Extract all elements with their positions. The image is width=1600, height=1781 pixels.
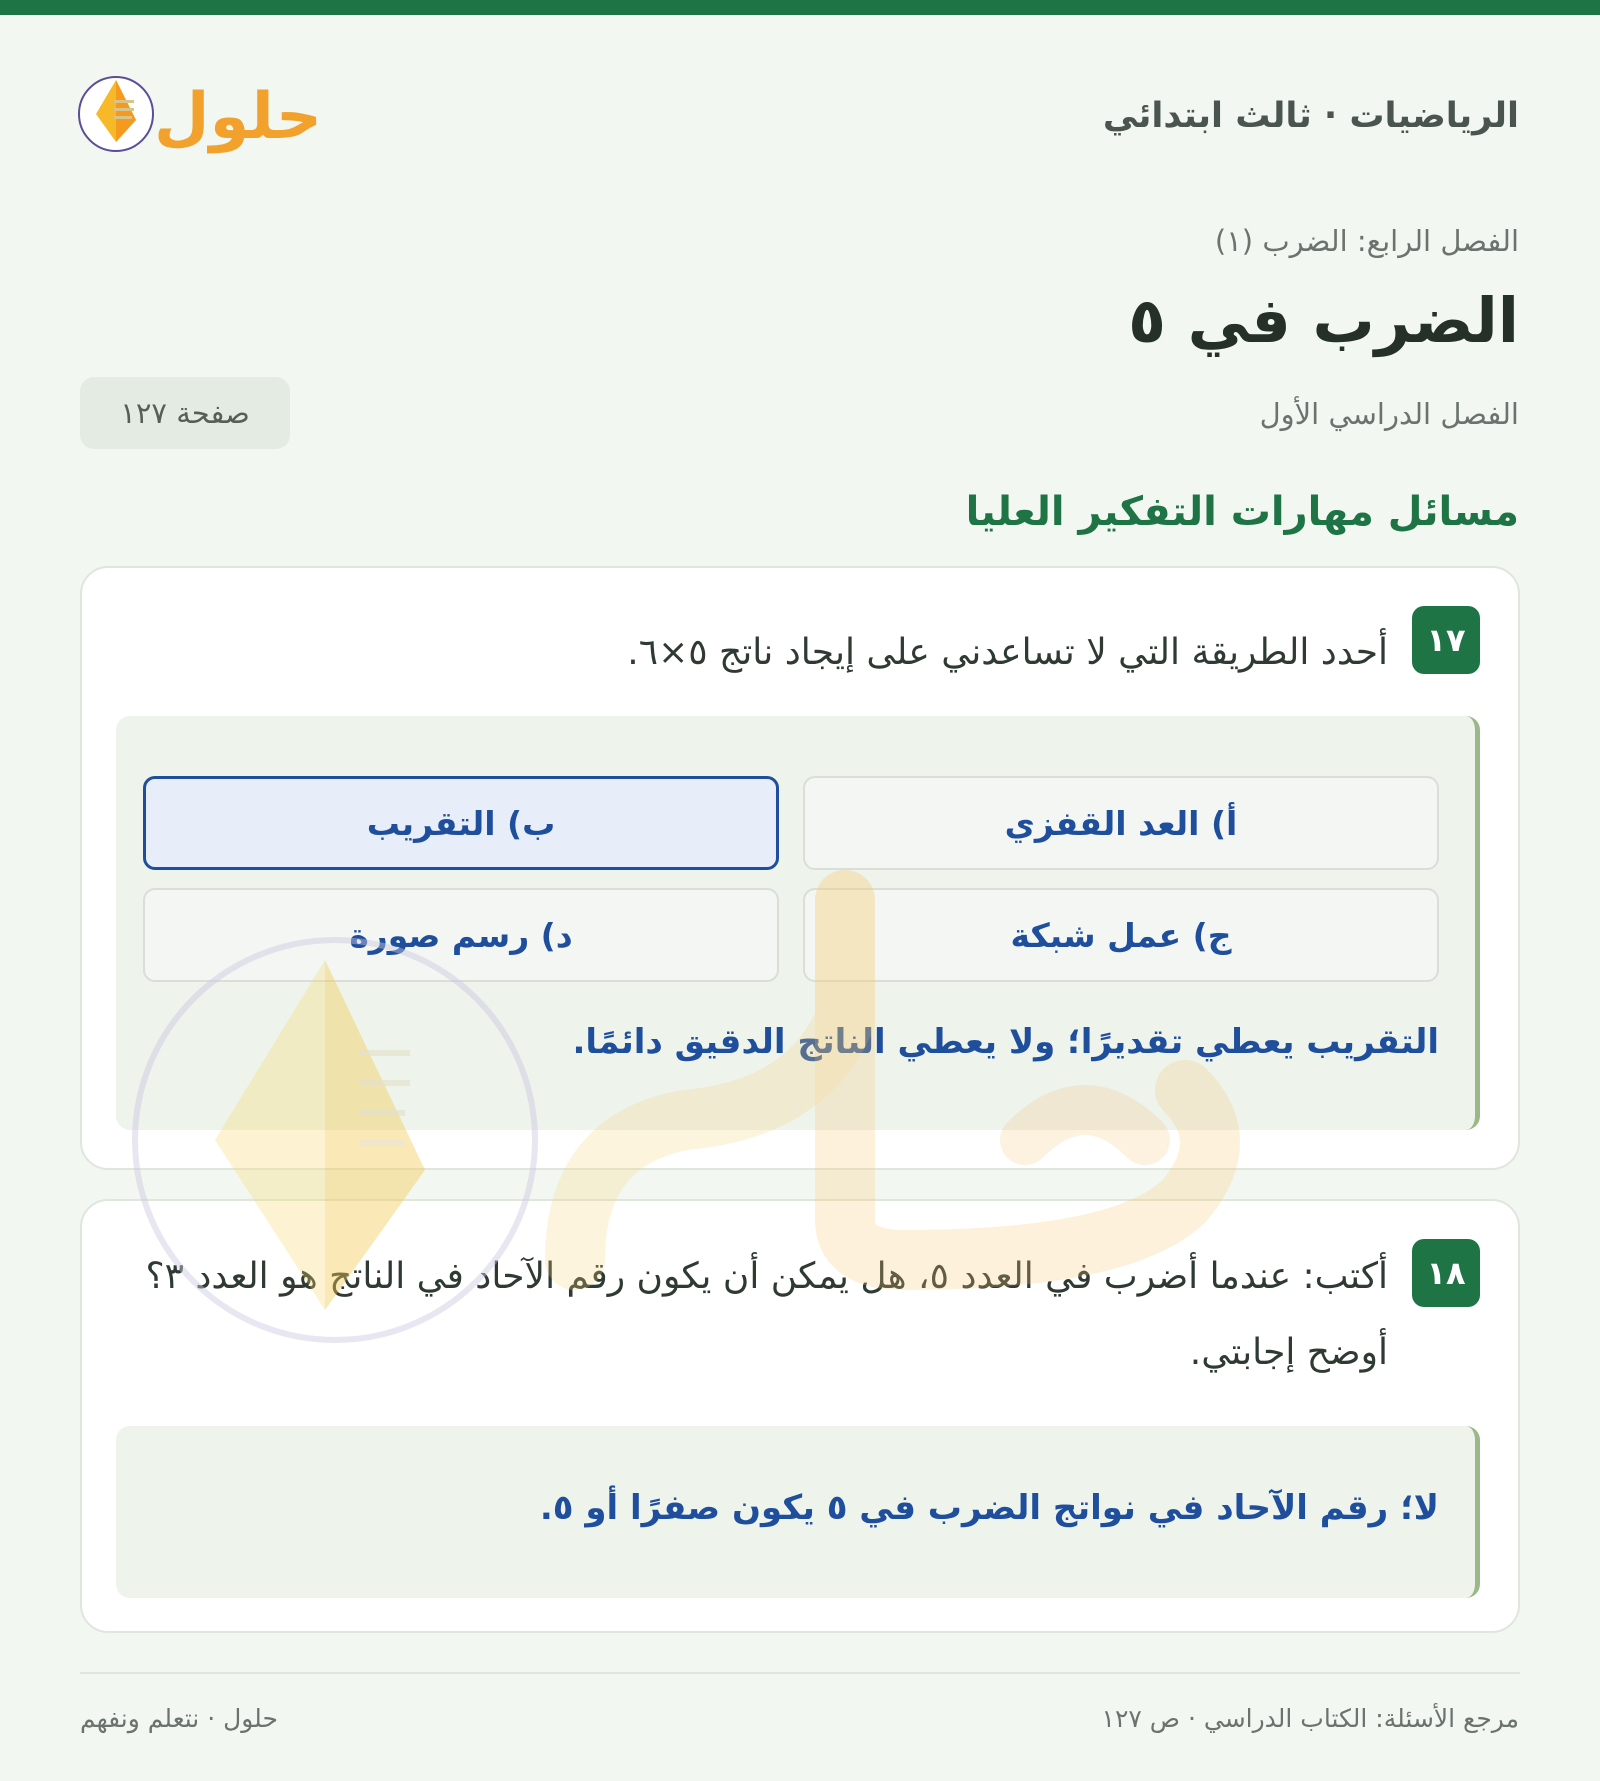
chapter-label: الفصل الرابع: الضرب (١) (1214, 224, 1519, 258)
answer-explanation: لا؛ رقم الآحاد في نواتج الضرب في ٥ يكون صفرًا أو ٥. (539, 1488, 1439, 1528)
answer-box (116, 716, 1480, 1130)
footer-brand: حلول · نتعلم ونفهم (80, 1704, 278, 1733)
footer-reference: مرجع الأسئلة: الكتاب الدراسي · ص ١٢٧ (1101, 1704, 1519, 1733)
option-a[interactable]: أ) العد القفزي (803, 776, 1439, 870)
page-number-badge: صفحة ١٢٧ (80, 377, 290, 449)
site-logo[interactable] (78, 62, 358, 176)
answer-explanation: التقريب يعطي تقديرًا؛ ولا يعطي الناتج الدقيق دائمًا. (572, 1022, 1439, 1062)
semester-label: الفصل الدراسي الأول (1259, 397, 1519, 431)
question-number-badge: ١٨ (1412, 1239, 1480, 1307)
lesson-title: الضرب في ٥ (1128, 284, 1519, 357)
question-text: أكتب: عندما أضرب في العدد ٥، هل يمكن أن يكون رقم الآحاد في الناتج هو العدد ٣؟ أوضح إجابتي. (145, 1256, 1388, 1373)
footer-divider (80, 1672, 1520, 1674)
svg-text:حلول: حلول (154, 80, 322, 154)
option-d[interactable]: د) رسم صورة (143, 888, 779, 982)
option-c[interactable]: ج) عمل شبكة (803, 888, 1439, 982)
question-number-badge: ١٧ (1412, 606, 1480, 674)
logo-mark-icon (78, 62, 358, 176)
question-text: أحدد الطريقة التي لا تساعدني على إيجاد ناتج ٥×٦. (627, 632, 1388, 673)
question-card-17 (80, 566, 1520, 1170)
question-card-18 (80, 1199, 1520, 1633)
option-b-selected[interactable]: ب) التقريب (143, 776, 779, 870)
answer-box (116, 1426, 1480, 1598)
top-accent-bar (0, 0, 1600, 15)
section-heading: مسائل مهارات التفكير العليا (965, 489, 1519, 535)
subject-grade-label: الرياضيات · ثالث ابتدائي (1102, 96, 1519, 136)
